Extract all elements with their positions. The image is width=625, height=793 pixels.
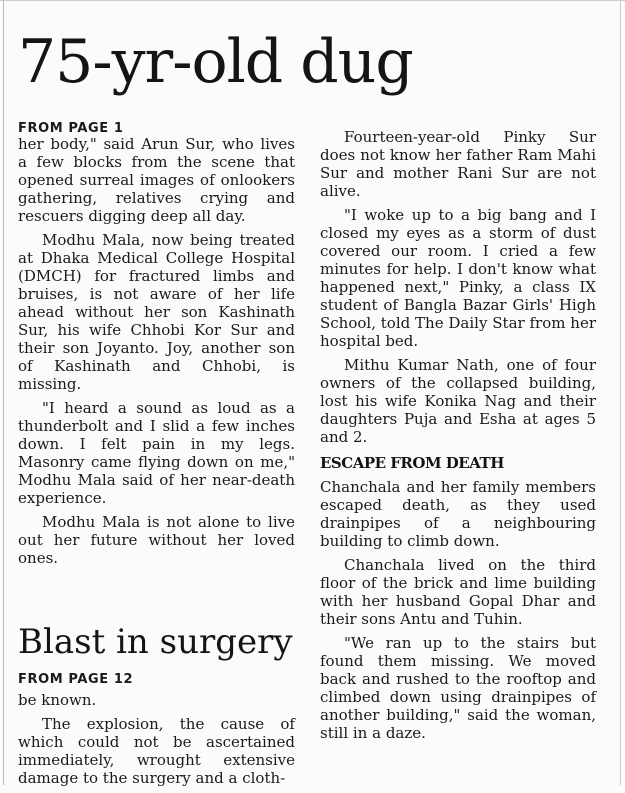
headline-75-yr-old-dug: 75-yr-old dug [18,27,413,97]
story1-paragraph: Fourteen-year-old Pinky Sur does not know her father Ram Mahi Sur and mother Rani Sur are not alive. [320,128,596,200]
story1-paragraph: her body," said Arun Sur, who lives a few blocks from the scene that opened surreal images of onlookers gathering, relatives crying and rescuers digging deep all day. [18,135,295,225]
story1-paragraph: Chanchala and her family members escaped death, as they used drainpipes of a neighbouring building to climb down. [320,478,596,550]
story1-paragraph: "We ran up to the stairs but found them missing. We moved back and rushed to the rooftop and climbed down using drainpipes of another building," said the woman, still in a daze. [320,634,596,742]
top-rule [0,0,625,1]
right-column-rule [620,0,621,785]
story1-paragraph: "I heard a sound as loud as a thunderbolt and I slid a few inches down. I felt pain in my legs. Masonry came flying down on me," Modhu Mala said of her near-death experience. [18,399,295,507]
story2-column-left [18,691,295,793]
story2-paragraph: The explosion, the cause of which could not be ascertained immediately, wrought extensive damage to the surgery and a cloth- [18,715,295,787]
headline-blast-in-surgery: Blast in surgery [18,622,293,662]
story1-column-right [320,128,596,748]
story1-paragraph: Modhu Mala, now being treated at Dhaka Medical College Hospital (DMCH) for fractured limbs and bruises, is not aware of her life ahead without her son Kashinath Sur, his wife Chhobi Kor Sur and their son Joyanto. Joy, another son of Kashinath and Chhobi, is missing. [18,231,295,393]
story2-paragraph: be known. [18,691,97,709]
subhead-escape-from-death: ESCAPE FROM DEATH [320,454,504,472]
story1-column-left [18,135,295,573]
story1-paragraph: "I woke up to a big bang and I closed my eyes as a storm of dust covered our room. I cried a few minutes for help. I don't know what happened next," Pinky, a class IX student of Bangla Bazar Girls' High School, told The Daily Star from her hospital bed. [320,206,596,350]
left-column-rule [3,0,4,785]
story1-paragraph: Mithu Kumar Nath, one of four owners of the collapsed building, lost his wife Konika Nag and their daughters Puja and Esha at ages 5 and 2. [320,356,596,446]
story1-paragraph: Modhu Mala is not alone to live out her future without her loved ones. [18,513,295,567]
kicker-from-page-12: FROM PAGE 12 [18,672,134,687]
kicker-from-page-1: FROM PAGE 1 [18,121,124,136]
story1-paragraph: Chanchala lived on the third floor of the brick and lime building with her husband Gopal Dhar and their sons Antu and Tuhin. [320,556,596,628]
